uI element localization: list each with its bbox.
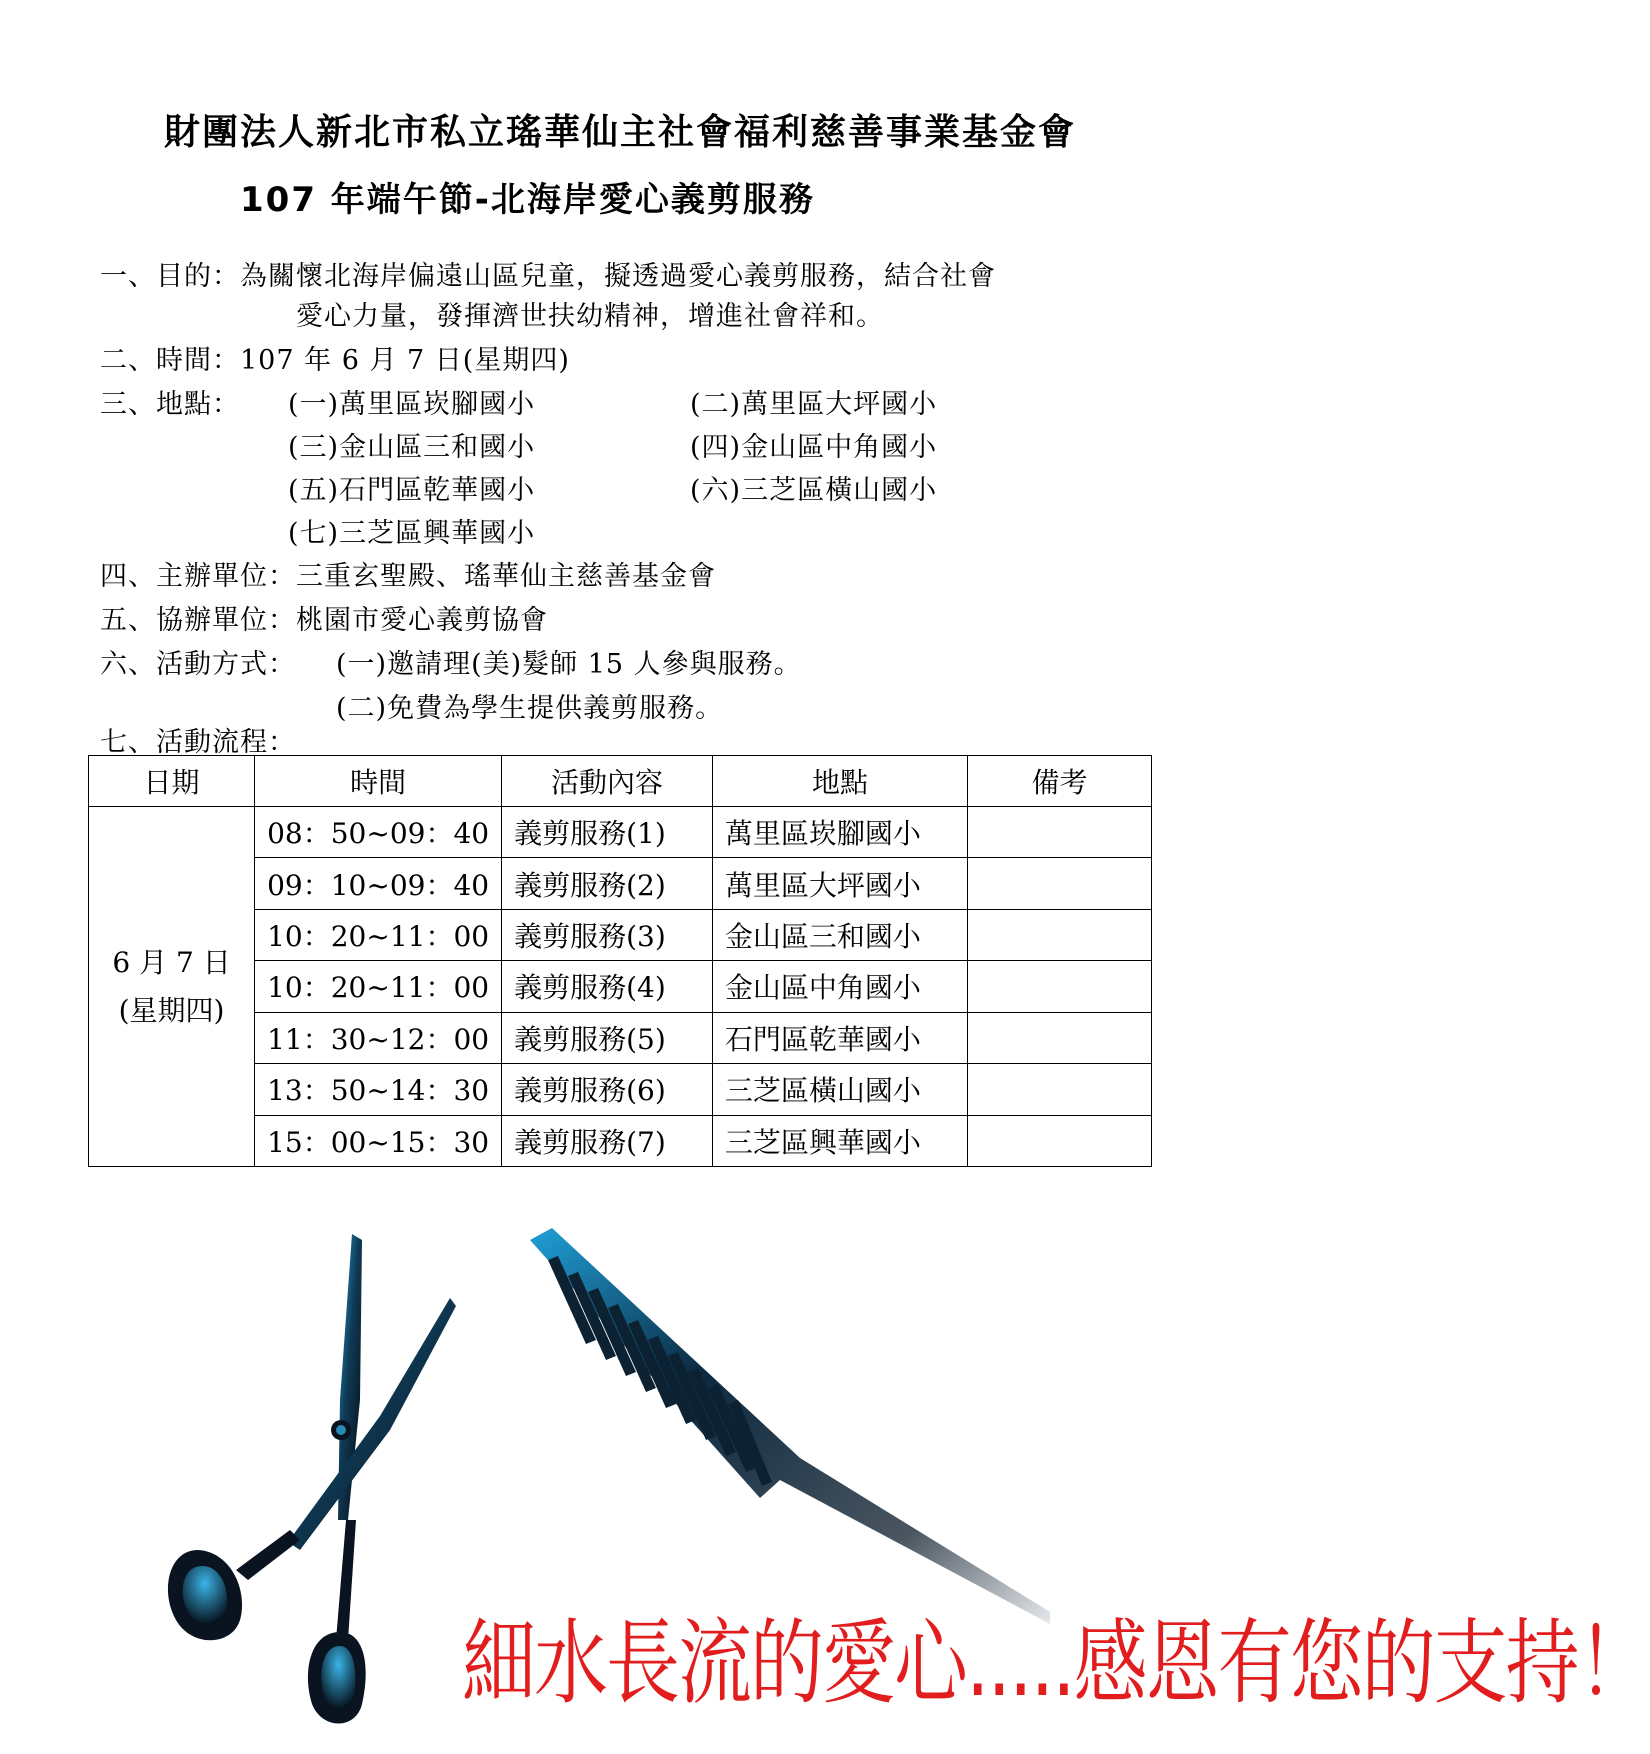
activity-cell: 義剪服務(5) [502,1012,713,1063]
flow-label: 七、活動流程： [100,727,296,758]
location-label: 三、地點： [100,389,240,420]
activity-cell: 義剪服務(7) [502,1115,713,1166]
table-row [89,807,1152,858]
header-time: 時間 [255,756,502,807]
date-cell [89,807,255,1167]
activity-cell: 義剪服務(3) [502,909,713,960]
note-cell [968,1064,1152,1115]
header-note: 備考 [968,756,1152,807]
time-cell: 08：50~09：40 [255,807,502,858]
time-cell: 13：50~14：30 [255,1064,502,1115]
activity-cell: 義剪服務(1) [502,807,713,858]
header-place: 地點 [712,756,967,807]
method-item: (一)邀請理(美)髮師 15 人參與服務。 [336,649,802,680]
activity-cell: 義剪服務(2) [502,858,713,909]
location-item: (一)萬里區崁腳國小 [288,389,536,420]
event-title: 107 年端午節-北海岸愛心義剪服務 [240,180,815,220]
header-activity: 活動內容 [502,756,713,807]
time-cell: 15：00~15：30 [255,1115,502,1166]
header-date: 日期 [89,756,255,807]
table-header-row [89,756,1152,807]
date-day: 6 月 7 日 [112,945,231,979]
time-cell: 11：30~12：00 [255,1012,502,1063]
schedule-table [88,755,1152,1167]
time-cell: 10：20~11：00 [255,961,502,1012]
note-cell [968,961,1152,1012]
organizer-line: 四、主辦單位：三重玄聖殿、瑤華仙主慈善基金會 [100,561,716,592]
location-item: (五)石門區乾華國小 [288,475,536,506]
time-cell: 09：10~09：40 [255,858,502,909]
place-cell: 石門區乾華國小 [712,1012,967,1063]
method-label: 六、活動方式： [100,649,296,680]
place-cell: 萬里區大坪國小 [712,858,967,909]
place-cell: 三芝區興華國小 [712,1115,967,1166]
location-item: (二)萬里區大坪國小 [690,389,938,420]
slogan-text: 細水長流的愛心.....感恩有您的支持！ [462,1610,1650,1718]
date-weekday: (星期四) [118,993,225,1027]
place-cell: 萬里區崁腳國小 [712,807,967,858]
note-cell [968,909,1152,960]
location-item: (三)金山區三和國小 [288,432,536,463]
note-cell [968,1012,1152,1063]
scissors-icon [168,1234,456,1724]
time-line: 二、時間：107 年 6 月 7 日(星期四) [100,345,570,376]
purpose-line-2: 愛心力量，發揮濟世扶幼精神，增進社會祥和。 [296,301,884,332]
comb-icon [530,1228,1050,1624]
method-item: (二)免費為學生提供義剪服務。 [336,693,724,724]
place-cell: 金山區中角國小 [712,961,967,1012]
activity-cell: 義剪服務(4) [502,961,713,1012]
note-cell [968,807,1152,858]
co-organizer-line: 五、協辦單位：桃園市愛心義剪協會 [100,605,548,636]
activity-cell: 義剪服務(6) [502,1064,713,1115]
time-cell: 10：20~11：00 [255,909,502,960]
location-item: (六)三芝區橫山國小 [690,475,938,506]
note-cell [968,1115,1152,1166]
place-cell: 金山區三和國小 [712,909,967,960]
purpose-line-1: 一、目的：為關懷北海岸偏遠山區兒童，擬透過愛心義剪服務，結合社會 [100,261,996,292]
org-title: 財團法人新北市私立瑤華仙主社會福利慈善事業基金會 [163,112,1076,153]
note-cell [968,858,1152,909]
location-item: (七)三芝區興華國小 [288,518,536,549]
location-item: (四)金山區中角國小 [690,432,938,463]
place-cell: 三芝區橫山國小 [712,1064,967,1115]
